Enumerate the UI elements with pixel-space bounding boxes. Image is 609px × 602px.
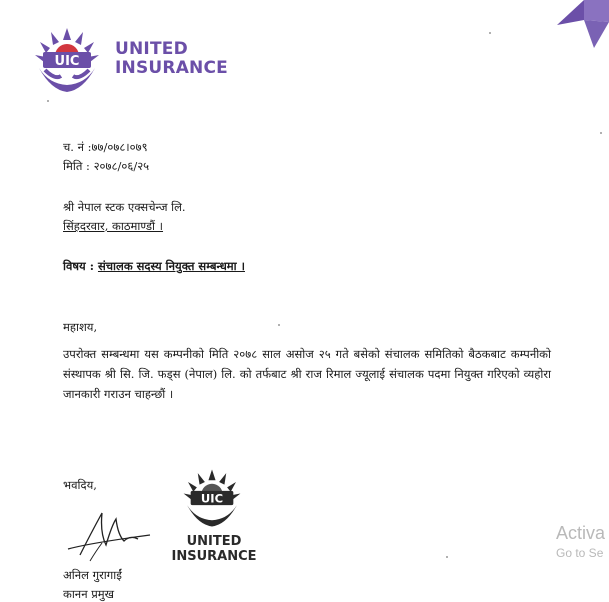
activation-watermark bbox=[556, 523, 605, 561]
letter-body: उपरोक्त सम्बन्धमा यस कम्पनीको मिति २०७८ साल असोज २५ गते बसेको संचालक समितिको बैठकबाट कम्पनीको संस्थापक श्री सि. जि. फड्स (नेपाल) लि. को तर्फबाट श्री राज रिमाल ज्यूलाई संचालक पदमा नियुक्त गरिएको व्यहोरा जानकारी गराउन चाहन्छौं । bbox=[63, 347, 551, 401]
scan-speck bbox=[489, 32, 491, 34]
scan-speck bbox=[600, 132, 602, 134]
stamp-line-2: INSURANCE bbox=[171, 549, 257, 564]
signer-name: अनिल गुरागाईं bbox=[63, 568, 122, 582]
brand-line-2: INSURANCE bbox=[115, 58, 228, 78]
company-logo-icon bbox=[31, 24, 103, 96]
company-stamp bbox=[166, 466, 262, 566]
closing: भवदिय, bbox=[63, 478, 97, 492]
svg-text:UIC: UIC bbox=[200, 491, 224, 506]
scan-speck bbox=[47, 100, 49, 102]
brand-name bbox=[115, 40, 228, 78]
salutation: महाशय, bbox=[63, 320, 98, 334]
stamp-line-1: UNITED bbox=[186, 534, 242, 549]
scan-speck bbox=[446, 556, 448, 558]
watermark-line-1: Activa bbox=[556, 523, 606, 543]
signer-title: कानन प्रमुख bbox=[63, 587, 115, 601]
recipient-address: सिंहदरवार, काठमाण्डौं । bbox=[63, 219, 164, 233]
svg-text:UIC: UIC bbox=[54, 54, 80, 69]
reference-number: च. नं :७७/०७८।०७९ bbox=[63, 140, 148, 154]
brand-line-1: UNITED bbox=[115, 39, 188, 59]
scan-speck bbox=[278, 324, 280, 326]
watermark-line-2: Go to Se bbox=[556, 546, 604, 560]
subject-value: संचालक सदस्य नियुक्त सम्बन्धमा । bbox=[97, 259, 245, 273]
letter-date: मिति : २०७८/०६/२५ bbox=[63, 159, 150, 173]
stamp-text bbox=[166, 534, 262, 564]
recipient-name: श्री नेपाल स्टक एक्सचेन्ज लि. bbox=[63, 200, 186, 214]
subject-label: विषय : bbox=[63, 259, 94, 273]
stamp-logo-icon bbox=[180, 466, 244, 530]
subject-line bbox=[63, 259, 245, 274]
signature-icon bbox=[60, 505, 160, 565]
corner-decoration bbox=[539, 0, 609, 50]
